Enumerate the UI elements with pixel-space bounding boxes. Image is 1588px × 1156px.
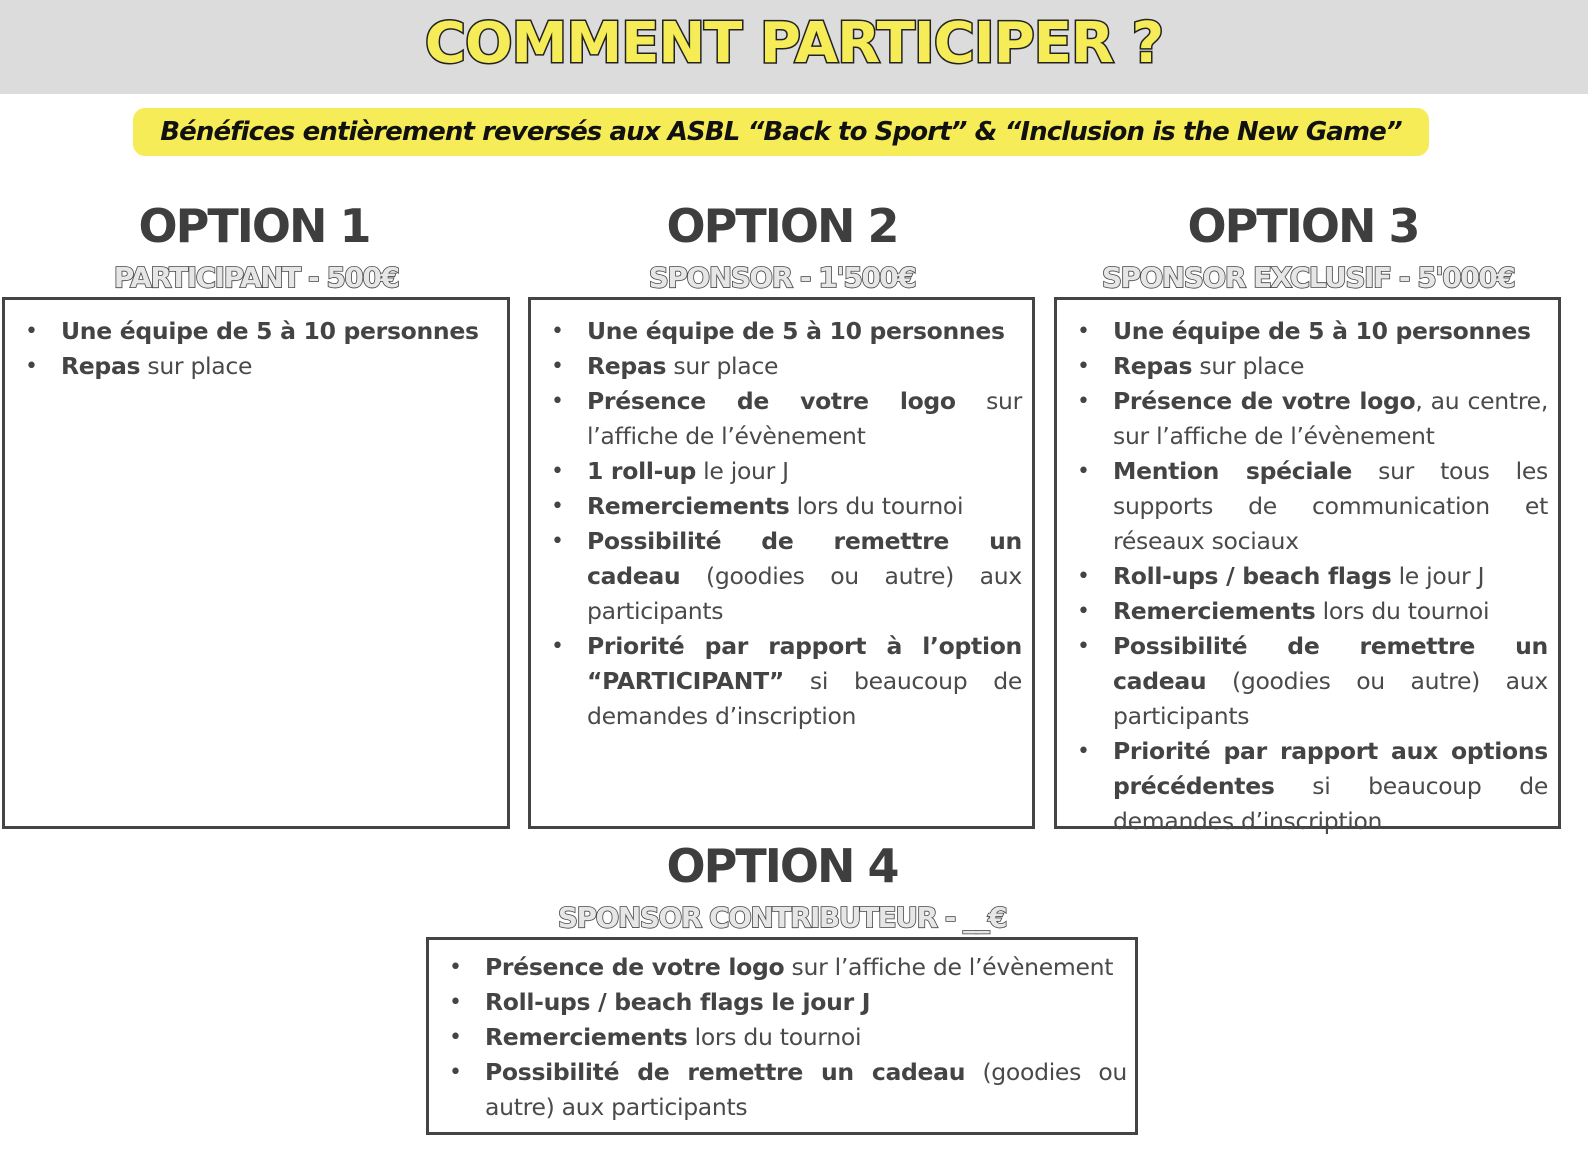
item-text: sur place: [140, 352, 253, 380]
item-text: , au centre, sur l’affiche de l’évènement: [1113, 387, 1548, 450]
item-bold: Repas: [1113, 352, 1193, 380]
list-item: [433, 1055, 1127, 1125]
item-text: (goodies ou autre) aux participants: [1113, 667, 1548, 730]
list-item: [1061, 454, 1548, 559]
item-bold: Remerciements: [1113, 597, 1316, 625]
option-2-subheading: SPONSOR - 1'500€: [648, 261, 916, 294]
option-4-subheading: SPONSOR CONTRIBUTEUR - __€: [557, 901, 1007, 934]
list-item: [1061, 734, 1548, 839]
list-item: [9, 314, 495, 349]
item-bold: Repas: [61, 352, 141, 380]
item-bold: Repas: [587, 352, 667, 380]
item-text: lors du tournoi: [687, 1023, 862, 1051]
option-4-list: [433, 950, 1127, 1125]
item-text: sur place: [1192, 352, 1305, 380]
option-2-heading: OPTION 2: [666, 199, 898, 253]
list-item: [433, 1020, 1127, 1055]
list-item: [535, 314, 1022, 349]
option-1-box: [2, 297, 510, 829]
option-4-heading: OPTION 4: [666, 839, 898, 893]
list-item: [535, 384, 1022, 454]
item-text: sur l’affiche de l’évènement: [587, 387, 1022, 450]
item-text: sur l’affiche de l’évènement: [784, 953, 1114, 981]
item-text: le jour J: [1391, 562, 1485, 590]
item-bold: Remerciements: [485, 1023, 688, 1051]
subtitle-banner: Bénéfices entièrement reversés aux ASBL “Back to Sport” & “Inclusion is the New Game”: [133, 108, 1429, 156]
option-4-box: [426, 937, 1138, 1135]
option-1-subheading: PARTICIPANT - 500€: [113, 261, 399, 294]
item-text: le jour J: [695, 457, 789, 485]
list-item: [9, 349, 495, 384]
item-text: lors du tournoi: [789, 492, 964, 520]
page-title: COMMENT PARTICIPER ?: [424, 11, 1164, 76]
item-text: sur tous les supports de communication et réseaux sociaux: [1113, 457, 1548, 555]
item-bold: Priorité par rapport aux options précédentes: [1113, 737, 1548, 800]
list-item: [535, 629, 1022, 734]
option-1-list: [9, 314, 495, 384]
item-bold: Une équipe de 5 à 10 personnes: [587, 317, 1005, 345]
item-bold: Roll-ups / beach flags: [1113, 562, 1392, 590]
option-2-list: [535, 314, 1022, 734]
list-item: [1061, 629, 1548, 734]
item-bold: Roll-ups / beach flags le jour J: [485, 988, 871, 1016]
item-bold: Une équipe de 5 à 10 personnes: [1113, 317, 1531, 345]
option-2-box: [528, 297, 1035, 829]
item-bold: Possibilité de remettre un cadeau: [587, 527, 1022, 590]
item-bold: Mention spéciale: [1113, 457, 1353, 485]
item-bold: Priorité par rapport à l’option “PARTICIPANT”: [587, 632, 1022, 695]
list-item: [535, 524, 1022, 629]
item-bold: Présence de votre logo: [1113, 387, 1416, 415]
list-item: [433, 985, 1127, 1020]
item-bold: 1 roll-up: [587, 457, 696, 485]
list-item: [433, 950, 1127, 985]
option-3-list: [1061, 314, 1548, 839]
item-text: (goodies ou autre) aux participants: [587, 562, 1022, 625]
list-item: [1061, 314, 1548, 349]
item-text: lors du tournoi: [1315, 597, 1490, 625]
item-bold: Possibilité de remettre un cadeau: [1113, 632, 1548, 695]
list-item: [535, 454, 1022, 489]
list-item: [535, 349, 1022, 384]
option-3-box: [1054, 297, 1561, 835]
item-bold: Une équipe de 5 à 10 personnes: [61, 317, 479, 345]
list-item: [1061, 384, 1548, 454]
option-3-subheading: SPONSOR EXCLUSIF - 5'000€: [1101, 261, 1515, 294]
item-text: si beaucoup de demandes d’inscription: [1113, 772, 1548, 835]
item-bold: Remerciements: [587, 492, 790, 520]
item-text: si beaucoup de demandes d’inscription: [587, 667, 1022, 730]
list-item: [1061, 349, 1548, 384]
list-item: [1061, 559, 1548, 594]
item-bold: Présence de votre logo: [485, 953, 785, 981]
list-item: [535, 489, 1022, 524]
list-item: [1061, 594, 1548, 629]
item-bold: Possibilité de remettre un cadeau: [485, 1058, 966, 1086]
option-1-heading: OPTION 1: [138, 199, 370, 253]
item-text: (goodies ou autre) aux participants: [485, 1058, 1127, 1121]
item-bold: Présence de votre logo: [587, 387, 956, 415]
item-text: sur place: [666, 352, 779, 380]
option-3-heading: OPTION 3: [1187, 199, 1419, 253]
